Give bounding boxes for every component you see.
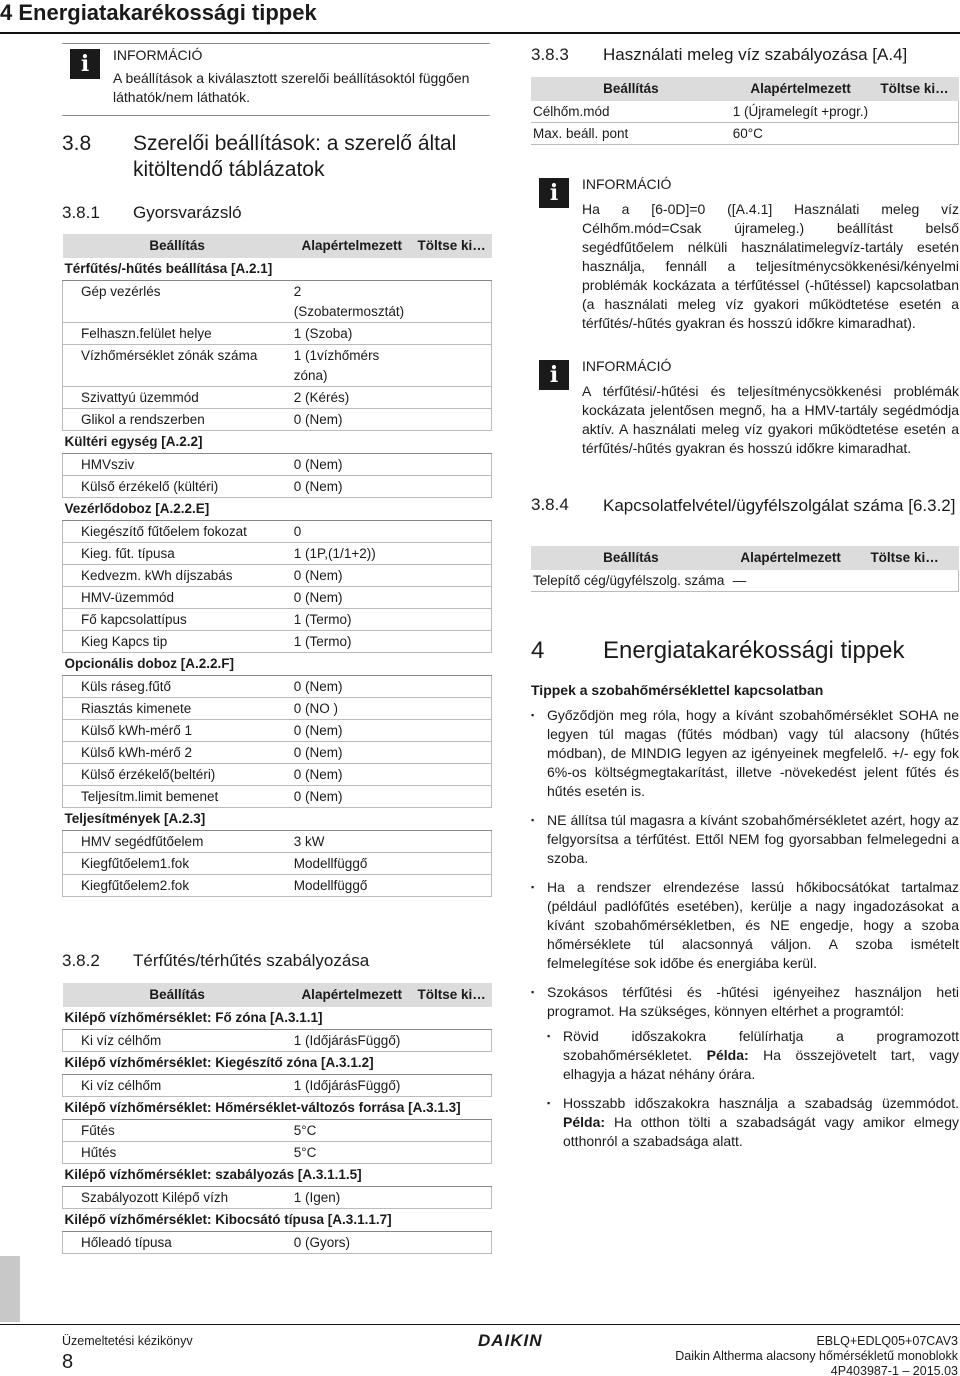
setting-name: Telepítő cég/ügyfélszolg. száma [531,570,731,592]
col-header-fill: Töltse ki… [412,983,492,1007]
table-group-header [63,1007,492,1030]
setting-name: Riasztás kimenete [63,698,292,720]
col-header-default: Alapértelmezett [731,546,851,570]
default-value: 0 (Nem) [292,409,412,431]
fill-in-cell[interactable] [412,521,492,543]
table-row [63,609,492,631]
fill-in-cell[interactable] [412,853,492,875]
fill-in-cell[interactable] [871,101,959,123]
default-value: 0 (Gyors) [292,1232,412,1254]
default-value: 1 (Újramelegít +progr.) [731,101,871,123]
tip-item [531,983,959,1151]
table-row [63,853,492,875]
table-row [63,720,492,742]
table-row [63,281,492,323]
side-tab-marker [0,1256,20,1322]
subsection-title: Kapcsolatfelvétel/ügyfélszolgálat száma [6.3.2] [603,496,956,515]
table-header [531,77,959,101]
table-group-header [63,1164,492,1187]
table-row [63,1142,492,1164]
setting-name: HMV segédfűtőelem [63,831,292,853]
table-row [63,1232,492,1254]
subsection-title: Térfűtés/térhűtés szabályozása [133,951,370,970]
subtip-text: Rövid időszakokra felülírhatja a programozott szobahőmérsékletet. [563,1028,959,1063]
table-row [63,698,492,720]
table-group-header [63,1097,492,1120]
table-row [63,409,492,431]
fill-in-cell[interactable] [412,786,492,808]
table-row [63,875,492,897]
col-header-default: Alapértelmezett [731,77,871,101]
info-text: A beállítások a kiválasztott szerelői beállításoktól függően láthatók/nem láthatók. [113,70,470,105]
default-value: 1 (Igen) [292,1187,412,1209]
fill-in-cell[interactable] [412,565,492,587]
subsection-number: 3.8.3 [531,45,569,64]
setting-name: Kieg Kapcs tip [63,631,292,653]
default-value: 60°C [731,123,871,145]
info-icon: i [539,178,569,208]
col-header-setting: Beállítás [531,546,731,570]
chapter-number: 4 [531,637,545,664]
table-row [531,101,959,123]
setting-name: Kieg. fűt. típusa [63,543,292,565]
table-row [63,543,492,565]
tips-list [531,706,959,1151]
group-label: Vezérlődoboz [A.2.2.E] [63,498,492,521]
table-row [63,742,492,764]
info-text: A térfűtési/-hűtési és teljesítménycsökkenési problémák kockázata jelentősen megnő, ha a HMV-tartály segédmódja aktív. A használati meleg víz gyakori működtetése esetén a térfűtés/-hűtés gyakran és hosszú időkre kimaradhat. [582,383,959,456]
setting-name: HMV-üzemmód [63,587,292,609]
setting-name: Fő kapcsolattípus [63,609,292,631]
fill-in-cell[interactable] [412,1030,492,1052]
table-row [531,123,959,145]
fill-in-cell[interactable] [412,543,492,565]
setting-name: Felhaszn.felület helye [63,323,292,345]
default-value: 2 (Kérés) [292,387,412,409]
tip-item: ▪ Ha a rendszer elrendezése lassú hőkibocsátókat tartalmaz (például padlófűtés esetében), kerülje a nagy ingadozásokat a kívánt szobahőmérsékletben, és NE engedje, hogy a szoba hőmérséklete túl alacsonnyá váljon. A szoba ismételt felmelegítése sok időbe és energiába kerül. [531,878,959,973]
table-row [63,345,492,387]
table-group-header [63,808,492,831]
default-value: 1 (1P,(1/1+2)) [292,543,412,565]
info-box-1 [62,43,492,116]
default-value: 0 (Nem) [292,742,412,764]
table-row [63,631,492,653]
subsection-number: 3.8.1 [62,203,100,222]
settings-table-quick-wizard [62,234,492,897]
example-text: Ha otthon tölti a szabadságát vagy amikor elmegy otthonról a szabadsága alatt. [563,1114,959,1149]
group-label: Kilépő vízhőmérséklet: Kiegészítő zóna [A.3.1.2] [63,1052,492,1075]
table-row [63,387,492,409]
info-title: INFORMÁCIÓ [113,47,203,63]
fill-in-cell[interactable] [412,345,492,387]
footer-rule [0,1324,960,1325]
default-value: 0 (Nem) [292,454,412,476]
table-header [531,546,959,570]
fill-in-cell[interactable] [412,387,492,409]
footer-product: Daikin Altherma alacsony hőmérsékletű monoblokk [675,1349,958,1363]
group-label: Kilépő vízhőmérséklet: Hőmérséklet-változós forrása [A.3.1.3] [63,1097,492,1120]
table-group-header [63,431,492,454]
default-value: 1 (Szoba) [292,323,412,345]
settings-table-space-heating [62,983,492,1254]
fill-in-cell[interactable] [412,676,492,698]
page-header: 4 Energiatakarékossági tippek [0,0,317,25]
default-value: 0 (Nem) [292,587,412,609]
table-row [63,1075,492,1097]
col-header-fill: Töltse ki… [412,234,492,258]
info-rule-bottom [62,115,490,116]
table-row [63,1030,492,1052]
default-value: 1 (Termo) [292,609,412,631]
setting-name: Szabályozott Kilépő vízh [63,1187,292,1209]
default-value: 0 (Nem) [292,764,412,786]
info-title: INFORMÁCIÓ [582,176,672,192]
tip-item: ▪ NE állítsa túl magasra a kívánt szobahőmérsékletet azért, hogy az felgyorsítsa a térfűtést. Ettől NEM fog gyorsabban felmelegedni a szoba. [531,811,959,868]
tips-heading: Tippek a szobahőmérséklettel kapcsolatban [531,682,824,698]
setting-name: Célhőm.mód [531,101,731,123]
table-row [63,476,492,498]
settings-table-contact [531,546,959,592]
info-text: Ha a [6-0D]=0 ([A.4.1] Használati meleg víz Célhőm.mód=Csak újrameleg.) beállítást belső segédfűtőelem nélküli használatimelegvíz-tartály esetén használja, fennáll a teljesítménycsökkenési/kényelmi problémák kockázata a térfűtéssel (-hűtéssel) kapcsolatban (a használati meleg víz gyakori működtetése esetén a térfűtés/-hűtés gyakran és hosszú időkre kimaradhat). [582,201,959,331]
table-row [63,676,492,698]
page-number: 8 [62,1351,74,1373]
group-label: Kültéri egység [A.2.2] [63,431,492,454]
table-group-header [63,1209,492,1232]
fill-in-cell[interactable] [412,875,492,897]
col-header-setting: Beállítás [531,77,731,101]
default-value: 0 (Nem) [292,786,412,808]
setting-name: Kiegfűtőelem1.fok [63,853,292,875]
example-label: Példa: [563,1114,606,1130]
footer-code: 4P403987-1 – 2015.03 [830,1364,958,1376]
table-header [63,983,492,1007]
fill-in-cell[interactable] [412,1120,492,1142]
table-header [63,234,492,258]
default-value: Modellfüggő [292,853,412,875]
table-group-header [63,1052,492,1075]
table-row [63,565,492,587]
setting-name: Küls ráseg.fűtő [63,676,292,698]
subtip-item [547,1094,959,1151]
subtips-list [547,1027,959,1151]
default-value: 2 (Szobatermosztát) [292,281,412,323]
group-label: Kilépő vízhőmérséklet: szabályozás [A.3.1.1.5] [63,1164,492,1187]
default-value: 0 (NO ) [292,698,412,720]
group-label: Térfűtés/-hűtés beállítása [A.2.1] [63,258,492,281]
table-group-header [63,258,492,281]
default-value: 1 (IdőjárásFüggő) [292,1075,412,1097]
fill-in-cell[interactable] [412,698,492,720]
section-title: Szerelői beállítások: a szerelő által kitöltendő táblázatok [133,132,457,181]
table-row [63,454,492,476]
setting-name: HMVsziv [63,454,292,476]
setting-name: Hőleadó típusa [63,1232,292,1254]
col-header-default: Alapértelmezett [292,983,412,1007]
group-label: Kilépő vízhőmérséklet: Fő zóna [A.3.1.1] [63,1007,492,1030]
fill-in-cell[interactable] [412,1075,492,1097]
table-row [63,831,492,853]
col-header-default: Alapértelmezett [292,234,412,258]
info-box-3 [531,358,959,458]
group-label: Opcionális doboz [A.2.2.F] [63,653,492,676]
subsection-number: 3.8.2 [62,951,100,970]
setting-name: Teljesítm.limit bemenet [63,786,292,808]
fill-in-cell[interactable] [412,476,492,498]
default-value: 0 (Nem) [292,476,412,498]
col-header-fill: Töltse ki… [871,77,959,101]
default-value: 0 (Nem) [292,565,412,587]
group-label: Kilépő vízhőmérséklet: Kibocsátó típusa [A.3.1.1.7] [63,1209,492,1232]
default-value: 1 (1vízhőmérs zóna) [292,345,412,387]
table-group-header [63,653,492,676]
fill-in-cell[interactable] [412,1187,492,1209]
fill-in-cell[interactable] [412,720,492,742]
header-rule [0,32,960,34]
fill-in-cell[interactable] [412,281,492,323]
table-group-header [63,498,492,521]
default-value: 3 kW [292,831,412,853]
fill-in-cell[interactable] [412,454,492,476]
info-icon: i [70,49,100,79]
fill-in-cell[interactable] [412,831,492,853]
example-label: Példa: [706,1047,749,1063]
info-title: INFORMÁCIÓ [582,358,672,374]
col-header-setting: Beállítás [63,983,292,1007]
default-value: 0 (Nem) [292,676,412,698]
setting-name: Külső kWh-mérő 1 [63,720,292,742]
default-value: — [731,570,851,592]
setting-name: Gép vezérlés [63,281,292,323]
example-text: Ha összejövetelt tart, vagy elhagyja a házat néhány órára. [563,1047,959,1082]
fill-in-cell[interactable] [412,609,492,631]
table-row [63,764,492,786]
tip-item-text: Szokásos térfűtési és -hűtési igényeihez használjon heti programot. Ha szükséges, könnyen eltérhet a programtól: [547,984,959,1019]
fill-in-cell[interactable] [851,570,959,592]
table-row [63,587,492,609]
fill-in-cell[interactable] [412,631,492,653]
fill-in-cell[interactable] [412,409,492,431]
footer-model: EBLQ+EDLQ05+07CAV3 [816,1334,958,1348]
setting-name: Külső kWh-mérő 2 [63,742,292,764]
default-value: 5°C [292,1120,412,1142]
table-row [63,521,492,543]
default-value: 1 (IdőjárásFüggő) [292,1030,412,1052]
setting-name: Kedvezm. kWh díjszabás [63,565,292,587]
subtip-item [547,1027,959,1084]
setting-name: Külső érzékelő(beltéri) [63,764,292,786]
fill-in-cell[interactable] [412,742,492,764]
table-row [63,1120,492,1142]
setting-name: Külső érzékelő (kültéri) [63,476,292,498]
subsection-title: Használati meleg víz szabályozása [A.4] [603,45,908,64]
subsection-number: 3.8.4 [531,495,569,514]
brand-logo: DAIKIN [478,1331,543,1350]
fill-in-cell[interactable] [412,323,492,345]
fill-in-cell[interactable] [412,1142,492,1164]
group-label: Teljesítmények [A.2.3] [63,808,492,831]
setting-name: Glikol a rendszerben [63,409,292,431]
default-value: 0 (Nem) [292,720,412,742]
default-value: 0 [292,521,412,543]
default-value: Modellfüggő [292,875,412,897]
fill-in-cell[interactable] [871,123,959,145]
info-icon: i [539,360,569,390]
subtip-text: Hosszabb időszakokra használja a szabadság üzemmódot. [563,1095,959,1111]
col-header-setting: Beállítás [63,234,292,258]
setting-name: Max. beáll. pont [531,123,731,145]
tips-list-container [531,706,959,1161]
setting-name: Kiegészítő fűtőelem fokozat [63,521,292,543]
table-row [63,323,492,345]
fill-in-cell[interactable] [412,764,492,786]
setting-name: Ki víz célhőm [63,1075,292,1097]
table-row [531,570,959,592]
chapter-title: Energiatakarékossági tippek [603,637,905,664]
tip-item: ▪ Győződjön meg róla, hogy a kívánt szobahőmérséklet SOHA ne legyen túl magas (fűtés módban) vagy túl alacsony (hűtés módban), de MINDIG legyen az igényeinek megfelelő. +/- egy fok 6%-os költségmegtakarítást, illetve -növekedést jelent fűtés és hűtés esetén is. [531,706,959,801]
info-box-2 [531,176,959,333]
table-row [63,1187,492,1209]
setting-name: Vízhőmérséklet zónák száma [63,345,292,387]
settings-table-dhw [531,77,959,145]
default-value: 1 (Termo) [292,631,412,653]
info-rule-top [62,43,490,44]
setting-name: Hűtés [63,1142,292,1164]
fill-in-cell[interactable] [412,1232,492,1254]
section-number: 3.8 [62,132,92,155]
footer-doc-title: Üzemeltetési kézikönyv [62,1334,193,1348]
setting-name: Szivattyú üzemmód [63,387,292,409]
setting-name: Fűtés [63,1120,292,1142]
setting-name: Ki víz célhőm [63,1030,292,1052]
default-value: 5°C [292,1142,412,1164]
fill-in-cell[interactable] [412,587,492,609]
table-row [63,786,492,808]
col-header-fill: Töltse ki… [851,546,959,570]
setting-name: Kiegfűtőelem2.fok [63,875,292,897]
subsection-title: Gyorsvarázsló [133,203,242,222]
